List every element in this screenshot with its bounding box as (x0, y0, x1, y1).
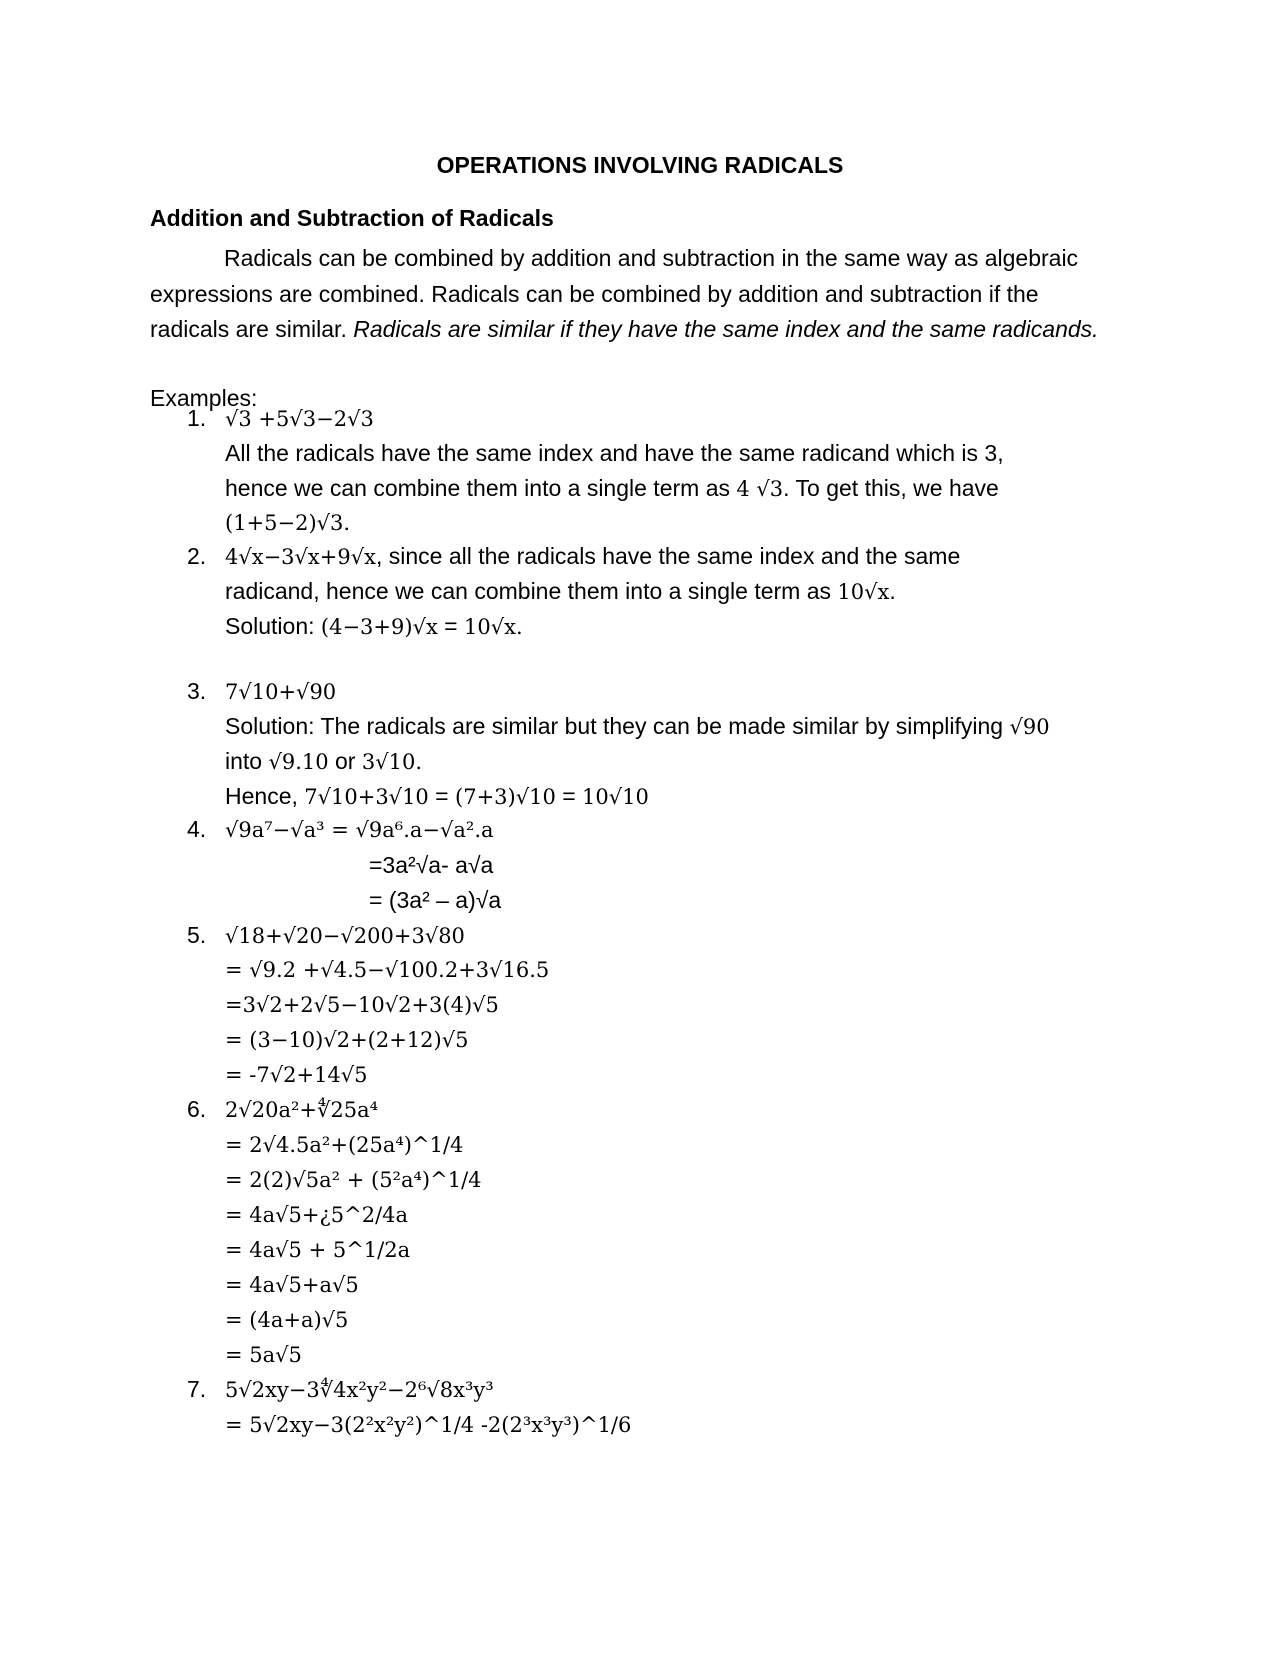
example-6-line4: = 4a√5+¿5^2/4a (225, 1203, 409, 1227)
example-6-line5: = 4a√5 + 5^1/2a (225, 1238, 411, 1262)
example-3-hence-result: 10√10 (582, 785, 649, 809)
examples-label: Examples: (150, 385, 258, 411)
equals-sign: = (555, 783, 583, 809)
example-5-line5: = -7√2+14√5 (225, 1063, 368, 1087)
example-1-expression: √3 +5√3−2√3 (225, 407, 374, 431)
page-title: OPERATIONS INVOLVING RADICALS (436, 152, 844, 178)
example-7-line2: = 5√2xy−3(2²x²y²)^1/4 -2(2³x³y³)^1/6 (225, 1413, 632, 1437)
example-1-text-line2 (225, 475, 999, 502)
hence-text: Hence, (225, 783, 298, 809)
intro-normal-text: Radicals can be combined by addition and subtraction in the same way as algebraic expressions are combined. Radicals can be combined by addition and subtraction if the radicals are similar. (150, 245, 1079, 342)
example-2-solution-expr: (4−3+9)√x (320, 615, 438, 639)
example-3-hence-expr: 7√10+3√10 (304, 785, 429, 809)
example-6-line1: 2√20a²+∜25a⁴ (225, 1098, 379, 1122)
example-3-solution-line1 (225, 713, 1050, 740)
example-4-line3: = (3a² – a)√a (369, 887, 502, 913)
example-number: 1. (187, 405, 207, 431)
example-2-solution (225, 613, 523, 640)
example-3-expression: 7√10+√90 (225, 680, 337, 704)
example-2-line1 (225, 543, 960, 570)
example-number: 6. (187, 1096, 207, 1122)
example-2-text-part-a: radicand, hence we can combine them into a single term as (225, 578, 831, 604)
example-3-into-expr1: √9.10 (268, 750, 329, 774)
into-text: into (225, 748, 263, 774)
example-3-into-expr2: 3√10. (361, 750, 422, 774)
example-5-line3: =3√2+2√5−10√2+3(4)√5 (225, 993, 499, 1017)
example-1-text-line1: All the radicals have the same index and have the same radicand which is 3, (225, 440, 1004, 466)
intro-paragraph (150, 241, 1100, 348)
example-1-text-part-c: . To get this, we have (783, 475, 999, 501)
example-1-inline-math: 4 √3 (736, 477, 784, 501)
example-3-solution-text: Solution: The radicals are similar but they can be made similar by simplifying (225, 713, 1004, 739)
equals-sign: = (428, 783, 456, 809)
example-number: 4. (187, 816, 207, 842)
example-4-line2: =3a²√a- a√a (369, 852, 494, 878)
example-2-expression: 4√x−3√x+9√x (225, 545, 376, 569)
section-heading: Addition and Subtraction of Radicals (150, 205, 554, 231)
example-2-text-part-c: . (889, 578, 896, 604)
example-6-line7: = (4a+a)√5 (225, 1308, 349, 1332)
example-3-solution-line2 (225, 748, 422, 775)
example-2-line2 (225, 578, 896, 605)
example-1-text-line3: (1+5−2)√3. (225, 511, 351, 535)
example-4-line1: √9a⁷−√a³ = √9a⁶.a−√a².a (225, 818, 494, 842)
example-6-line3: = 2(2)√5a² + (5²a⁴)^1/4 (225, 1168, 482, 1192)
example-number: 2. (187, 543, 207, 569)
example-2-inline-math: 10√x (837, 580, 890, 604)
example-3-hence-line (225, 783, 649, 810)
example-3-solution-radical: √90 (1009, 715, 1050, 739)
equals-sign: = (437, 613, 465, 639)
example-5-line2: = √9.2 +√4.5−√100.2+3√16.5 (225, 958, 550, 982)
example-1-text-part-a: hence we can combine them into a single term as (225, 475, 730, 501)
example-6-line8: = 5a√5 (225, 1343, 302, 1367)
example-5-line1: √18+√20−√200+3√80 (225, 924, 465, 948)
example-3-hence-expr2: (7+3)√10 (455, 785, 556, 809)
example-5-line4: = (3−10)√2+(2+12)√5 (225, 1028, 469, 1052)
intro-italic-text: Radicals are similar if they have the same index and the same radicands. (353, 316, 1099, 342)
example-number: 7. (187, 1376, 207, 1402)
solution-label: Solution: (225, 613, 315, 639)
example-6-line6: = 4a√5+a√5 (225, 1273, 359, 1297)
example-7-line1: 5√2xy−3∜4x²y²−2⁶√8x³y³ (225, 1378, 494, 1402)
or-text: or (328, 748, 362, 774)
example-2-text: , since all the radicals have the same index and the same (375, 543, 961, 569)
example-number: 3. (187, 678, 207, 704)
example-2-solution-result: 10√x. (464, 615, 523, 639)
example-number: 5. (187, 922, 207, 948)
example-6-line2: = 2√4.5a²+(25a⁴)^1/4 (225, 1133, 464, 1157)
